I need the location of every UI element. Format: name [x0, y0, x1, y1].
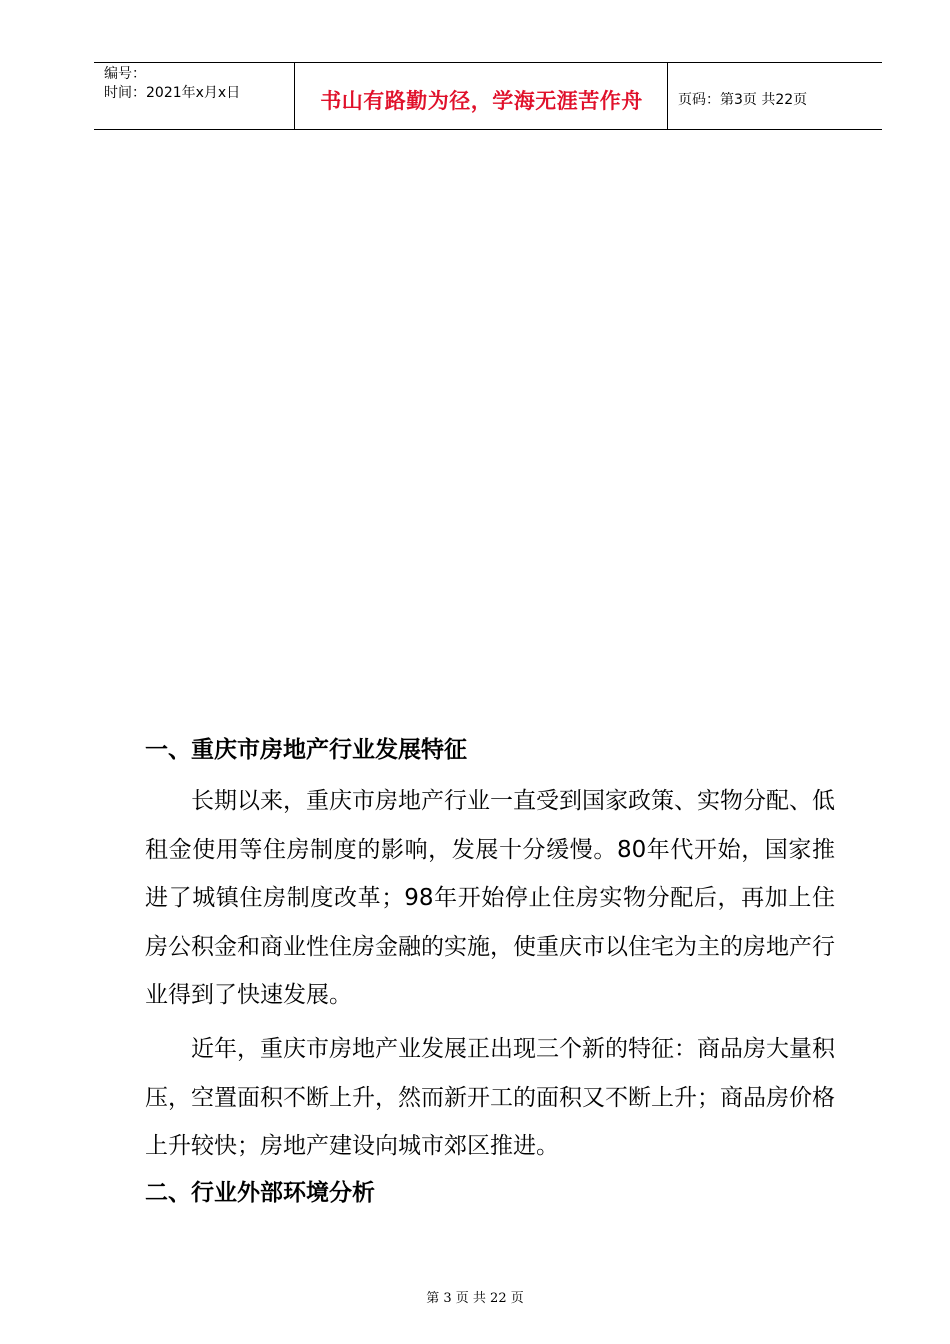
- header-motto-cell: [295, 63, 668, 129]
- section-heading: 一、重庆市房地产行业发展特征: [145, 737, 467, 763]
- header-meta-cell: [94, 63, 295, 129]
- document-code-label: 编号：: [104, 66, 146, 82]
- header-page-info: 页码：第3页 共22页: [678, 92, 808, 108]
- document-header: [94, 62, 882, 130]
- body-paragraph: 近年，重庆市房地产业发展正出现三个新的特征：商品房大量积压，空置面积不断上升，然而新开工的面积又不断上升；商品房价格上升较快；房地产建设向城市郊区推进。: [145, 1036, 835, 1160]
- document-time-label: 时间：2021年x月x日: [104, 85, 241, 101]
- page-number-footer: 第 3 页 共 22 页: [426, 1291, 524, 1306]
- body-paragraph: 长期以来，重庆市房地产行业一直受到国家政策、实物分配、低租金使用等住房制度的影响，发展十分缓慢。80年代开始，国家推进了城镇住房制度改革；98年开始停止住房实物分配后，再加上住房公积金和商业性住房金融的实施，使重庆市以住宅为主的房地产行业得到了快速发展。: [145, 788, 835, 1009]
- header-page-cell: [668, 63, 882, 129]
- header-motto: 书山有路勤为径，学海无涯苦作舟: [320, 89, 643, 113]
- section-heading: 二、行业外部环境分析: [145, 1180, 375, 1206]
